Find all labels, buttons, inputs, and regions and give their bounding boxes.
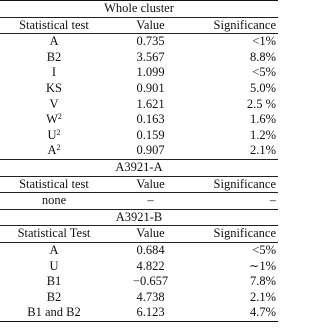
column-header-value: Value	[108, 17, 193, 34]
statistics-table-body	[0, 1, 278, 322]
cell-value: 6.123	[108, 305, 193, 321]
table-row	[0, 193, 278, 210]
cell-significance: 8.8%	[249, 49, 277, 64]
table-row	[0, 65, 278, 81]
test-superscript: 2	[56, 143, 61, 153]
cell-significance: 2.1%	[249, 289, 277, 304]
cell-value: 0.907	[136, 143, 165, 158]
cell-significance: 1.6%	[249, 112, 277, 127]
section-title: Whole cluster	[0, 1, 278, 18]
column-header-test: Statistical Test	[0, 226, 108, 243]
cell-value: 1.099	[136, 65, 165, 80]
column-header-value: Value	[108, 176, 193, 193]
test-name: B2	[46, 49, 62, 64]
cell-test	[0, 34, 108, 50]
cell-significance: 1.2%	[249, 127, 277, 142]
cell-significance: 2.5 %	[246, 96, 277, 111]
section-title: A3921-A	[0, 159, 278, 176]
table-row	[0, 50, 278, 66]
cell-test	[0, 193, 108, 210]
test-name: B1 and B2	[27, 305, 81, 320]
cell-value: 0.159	[136, 127, 165, 142]
cell-significance: 2.1%	[249, 143, 277, 158]
cell-test	[0, 259, 108, 275]
table-row	[0, 112, 278, 128]
table-row	[0, 128, 278, 144]
cell-value: 0.735	[136, 34, 165, 49]
cell-test	[0, 305, 108, 321]
section-title-row	[0, 209, 278, 226]
table-row	[0, 97, 278, 113]
cell-test	[0, 274, 108, 290]
column-header-test: Statistical test	[0, 17, 108, 34]
test-name: none	[41, 193, 67, 208]
test-name: A	[49, 242, 59, 257]
table-row	[0, 242, 278, 258]
test-name: V	[49, 96, 59, 111]
cell-value: 0.163	[136, 112, 165, 127]
cell-significance: <5%	[252, 242, 277, 257]
section-title-row	[0, 1, 278, 18]
test-name: U	[49, 258, 59, 273]
test-name: W	[46, 112, 58, 127]
test-name: A	[47, 143, 57, 158]
cell-test	[0, 97, 108, 113]
cell-test	[0, 81, 108, 97]
test-name: B1	[46, 274, 62, 289]
test-superscript: 2	[56, 127, 61, 137]
table-row	[0, 259, 278, 275]
cell-test	[0, 50, 108, 66]
cell-test	[0, 65, 108, 81]
column-header-test: Statistical test	[0, 176, 108, 193]
test-name: I	[51, 65, 57, 80]
cell-significance: ∼1%	[248, 258, 277, 273]
table-row	[0, 81, 278, 97]
cell-significance: <5%	[252, 65, 277, 80]
table-row	[0, 290, 278, 306]
test-name: A	[49, 34, 59, 49]
cell-value: 3.567	[136, 49, 165, 64]
test-name: U	[47, 127, 57, 142]
cell-value: 4.822	[136, 258, 165, 273]
column-header-significance: Significance	[193, 226, 278, 243]
cell-value: –	[147, 193, 154, 208]
column-header-row	[0, 176, 278, 193]
cell-value: 1.621	[136, 96, 165, 111]
table-row	[0, 274, 278, 290]
section-title: A3921-B	[0, 209, 278, 226]
table-row	[0, 34, 278, 50]
column-header-significance: Significance	[193, 176, 278, 193]
cell-test	[0, 143, 108, 159]
section-title-row	[0, 159, 278, 176]
column-header-value: Value	[108, 226, 193, 243]
cell-value: 0.901	[136, 80, 165, 95]
cell-test	[0, 128, 108, 144]
test-name: B2	[46, 289, 62, 304]
column-header-significance: Significance	[193, 17, 278, 34]
cell-significance: –	[269, 193, 277, 208]
test-name: KS	[46, 80, 62, 95]
column-header-row	[0, 226, 278, 243]
cell-test	[0, 112, 108, 128]
cell-significance: <1%	[252, 34, 277, 49]
cell-significance: 5.0%	[249, 80, 277, 95]
cell-test	[0, 242, 108, 258]
table-row	[0, 305, 278, 321]
cell-value: 0.684	[136, 242, 165, 257]
cell-value: 4.738	[136, 289, 165, 304]
cell-significance: 7.8%	[249, 274, 277, 289]
column-header-row	[0, 17, 278, 34]
table-row	[0, 143, 278, 159]
cell-test	[0, 290, 108, 306]
cell-significance: 4.7%	[193, 305, 278, 321]
test-superscript: 2	[57, 112, 62, 122]
cell-value: −0.657	[132, 274, 169, 289]
